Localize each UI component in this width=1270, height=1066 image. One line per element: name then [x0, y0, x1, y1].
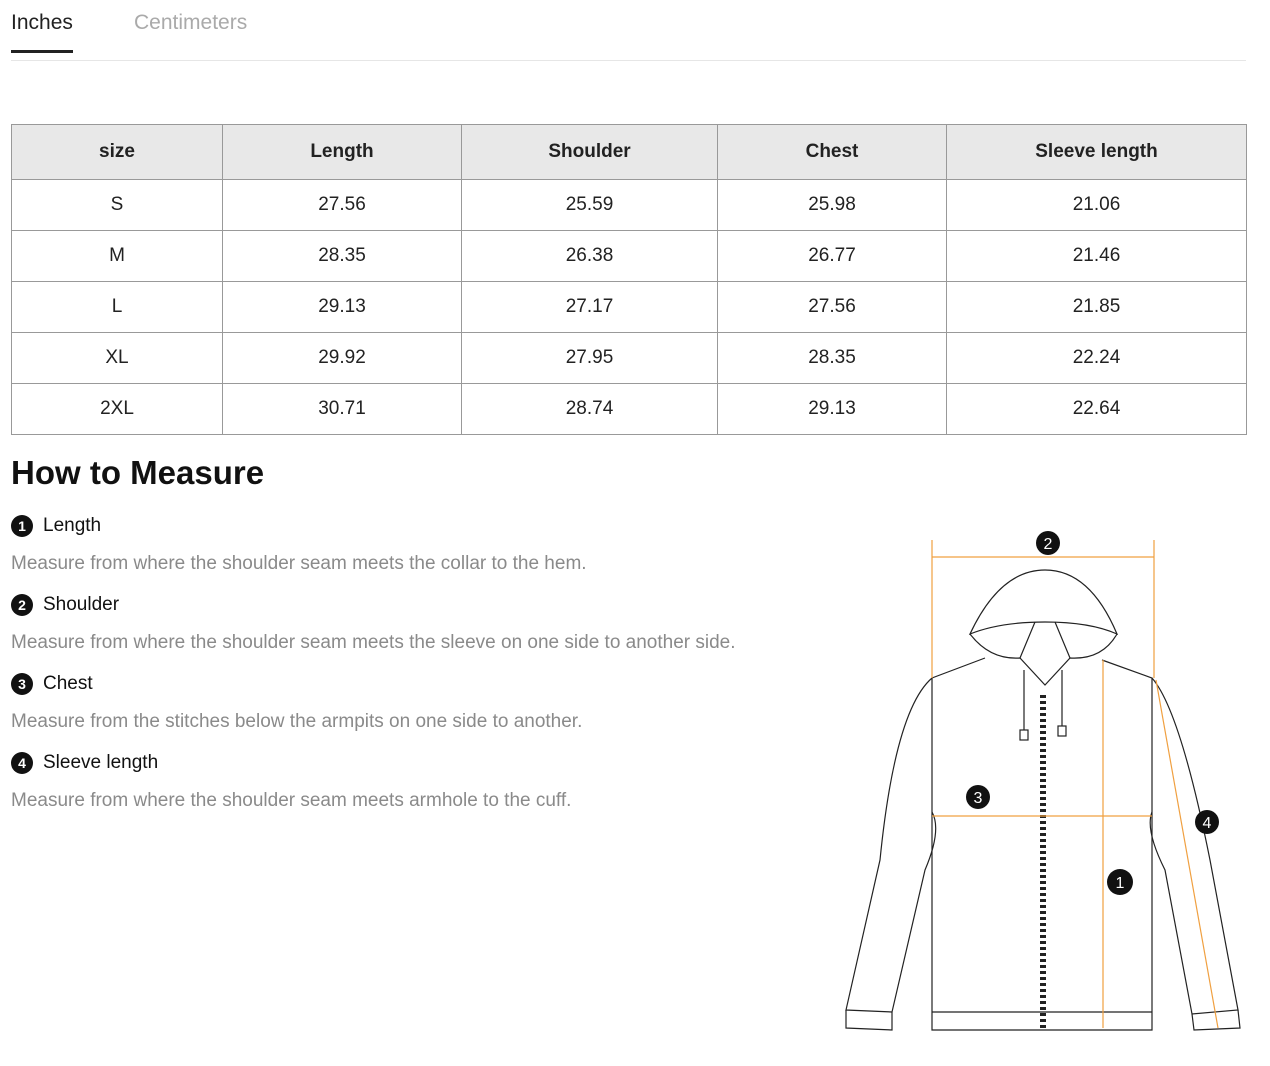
- measurement-lines: [932, 540, 1218, 1028]
- column-header-shoulder: Shoulder: [462, 125, 718, 180]
- table-cell: XL: [12, 333, 223, 384]
- marker-4-icon: [1195, 810, 1219, 834]
- measure-instructions: [11, 512, 811, 828]
- number-badge: 1: [11, 515, 33, 537]
- unit-tabs: [11, 0, 1246, 61]
- marker-2-icon: [1036, 531, 1060, 555]
- number-badge: 2: [11, 594, 33, 616]
- marker-3-icon: [966, 785, 990, 809]
- table-header-row: [12, 125, 1247, 180]
- table-cell: 27.17: [462, 282, 718, 333]
- hoodie-measurement-diagram: [840, 530, 1250, 1040]
- tab-inches[interactable]: Inches: [11, 10, 73, 53]
- how-to-measure-title: How to Measure: [11, 454, 265, 491]
- measure-description: Measure from where the shoulder seam meets the sleeve on one side to another side.: [11, 632, 736, 653]
- table-cell: 28.35: [718, 333, 947, 384]
- table-cell: 21.46: [947, 231, 1247, 282]
- table-row: [12, 282, 1247, 333]
- table-cell: 22.24: [947, 333, 1247, 384]
- svg-text:2: 2: [1043, 536, 1053, 553]
- table-cell: 29.13: [718, 384, 947, 435]
- table-cell: 29.13: [223, 282, 462, 333]
- measure-label: Chest: [43, 673, 93, 694]
- measure-label: Length: [43, 515, 102, 536]
- measure-item-chest: [11, 670, 811, 749]
- table-cell: 28.74: [462, 384, 718, 435]
- table-row: [12, 333, 1247, 384]
- measure-description: Measure from the stitches below the armpits on one side to another.: [11, 711, 583, 732]
- table-row: [12, 180, 1247, 231]
- number-badge: 3: [11, 673, 33, 695]
- number-badge: 4: [11, 752, 33, 774]
- measure-label: Sleeve length: [43, 752, 159, 773]
- table-cell: S: [12, 180, 223, 231]
- table-cell: 27.56: [223, 180, 462, 231]
- table-cell: 21.06: [947, 180, 1247, 231]
- table-cell: 26.77: [718, 231, 947, 282]
- table-cell: 25.59: [462, 180, 718, 231]
- svg-text:1: 1: [1115, 875, 1125, 892]
- table-row: [12, 231, 1247, 282]
- column-header-sleeve-length: Sleeve length: [947, 125, 1247, 180]
- tab-centimeters[interactable]: Centimeters: [134, 11, 248, 34]
- table-cell: L: [12, 282, 223, 333]
- table-cell: M: [12, 231, 223, 282]
- table-cell: 29.92: [223, 333, 462, 384]
- measure-description: Measure from where the shoulder seam meets armhole to the cuff.: [11, 790, 572, 811]
- table-cell: 27.95: [462, 333, 718, 384]
- table-cell: 28.35: [223, 231, 462, 282]
- table-cell: 21.85: [947, 282, 1247, 333]
- measure-label: Shoulder: [43, 594, 120, 615]
- column-header-size: size: [12, 125, 223, 180]
- table-cell: 22.64: [947, 384, 1247, 435]
- marker-1-icon: [1107, 869, 1133, 895]
- table-cell: 25.98: [718, 180, 947, 231]
- measure-description: Measure from where the shoulder seam meets the collar to the hem.: [11, 553, 587, 574]
- measure-item-sleeve-length: [11, 749, 811, 828]
- table-cell: 26.38: [462, 231, 718, 282]
- column-header-chest: Chest: [718, 125, 947, 180]
- table-row: [12, 384, 1247, 435]
- measure-item-length: [11, 512, 811, 591]
- svg-text:3: 3: [973, 790, 983, 807]
- column-header-length: Length: [223, 125, 462, 180]
- table-cell: 27.56: [718, 282, 947, 333]
- size-chart-table: [11, 124, 1247, 435]
- measure-item-shoulder: [11, 591, 811, 670]
- svg-text:4: 4: [1202, 815, 1212, 832]
- table-cell: 30.71: [223, 384, 462, 435]
- table-cell: 2XL: [12, 384, 223, 435]
